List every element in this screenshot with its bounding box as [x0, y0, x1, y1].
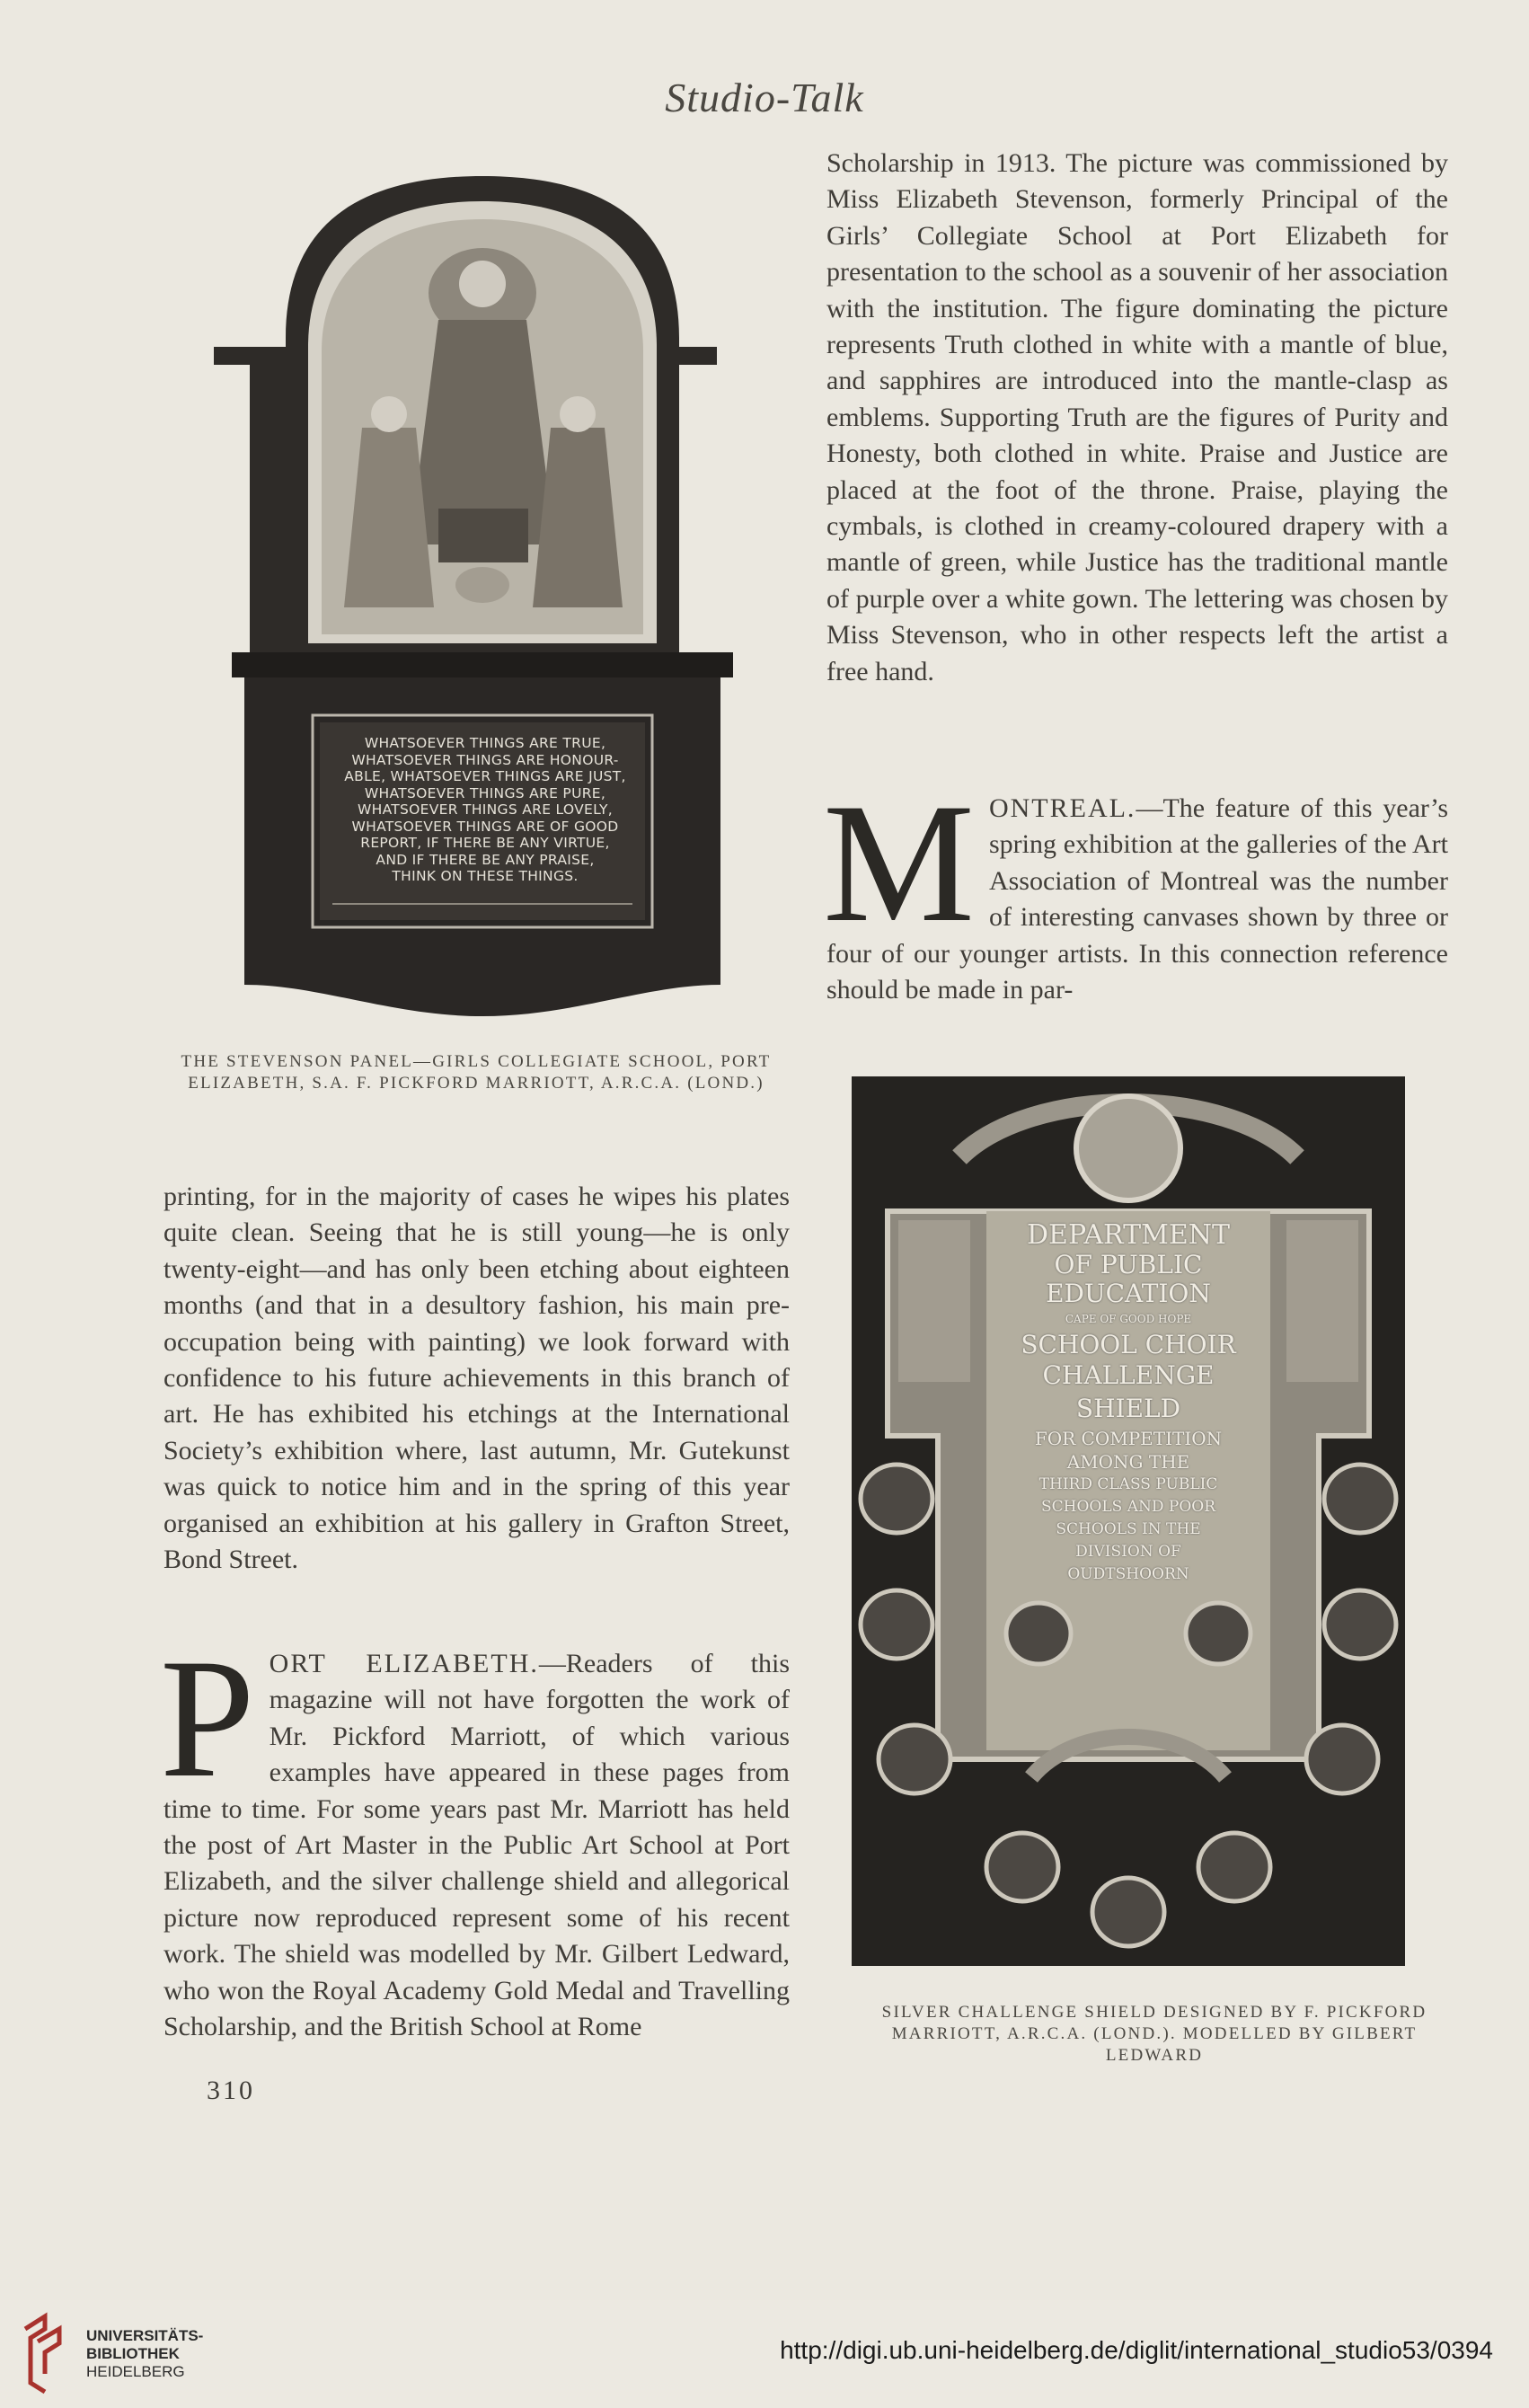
- shield-text-line: AMONG THE: [1066, 1451, 1190, 1473]
- inscription-line: REPORT, IF THERE BE ANY VIRTUE,: [360, 835, 610, 851]
- page-number: 310: [207, 2076, 255, 2105]
- library-logo-text: [86, 2327, 203, 2381]
- stevenson-panel-figure: [178, 158, 787, 1021]
- figure2-caption: SILVER CHALLENGE SHIELD DESIGNED BY F. PICKFORD MARRIOTT, A.R.C.A. (LOND.). MODELLED BY GILBERT LEDWARD: [881, 2003, 1427, 2065]
- inscription-line: WHATSOEVER THINGS ARE LOVELY,: [357, 801, 613, 818]
- section-text: —Readers of this magazine will not have forgotten the work of Mr. Pickford Marriott, of which various examples have appeared in these pages from time to time. For some years past Mr. Marriott has held the post of Art Master in the Public Art School at Port Elizabeth, and the silver challenge shield and allegorical picture now reproduced represent some of his recent work. The shield was modelled by Mr. Gilbert Ledward, who won the Royal Academy Gold Medal and Travelling Scholarship, and the British School at Rome: [164, 1649, 790, 2042]
- running-header: Studio-Talk: [665, 75, 864, 120]
- shield-lettering: [986, 1220, 1270, 1586]
- montreal-section: [823, 769, 1448, 1008]
- inscription-line: WHATSOEVER THINGS ARE HONOUR-: [351, 751, 619, 768]
- paragraph: printing, for in the majority of cases he wipes his plates quite clean. Seeing that he is still young—he is only twenty-eight—and has only been etching about eighteen months (and that in a desultory fashion, his main pre-occupation being with painting) we look forward with confidence to his future achievements in this branch of art. He has exhibited his etchings at the International Society’s exhibition where, last autumn, Mr. Gutekunst was quick to notice him and in the spring of this year organised an exhibition at his gallery in Grafton Street, Bond Street.: [164, 1182, 790, 1575]
- inscription-line: ABLE, WHATSOEVER THINGS ARE JUST,: [344, 768, 626, 784]
- shield-text-line: FOR COMPETITION: [1034, 1428, 1223, 1449]
- drop-cap: P: [160, 1625, 255, 1813]
- logo-line: HEIDELBERG: [86, 2363, 185, 2380]
- panel-inscription: [323, 735, 647, 885]
- inscription-line: WHATSOEVER THINGS ARE TRUE,: [364, 735, 606, 751]
- inscription-line: WHATSOEVER THINGS ARE OF GOOD: [351, 818, 619, 835]
- library-logo-icon: [18, 2311, 72, 2397]
- source-url-link[interactable]: http://digi.ub.uni-heidelberg.de/diglit/international_studio53/0394: [780, 2336, 1493, 2364]
- shield-text-line: CAPE OF GOOD HOPE: [1065, 1313, 1192, 1325]
- shield-text-line: OF PUBLIC: [1054, 1250, 1203, 1279]
- shield-text-line: DEPARTMENT: [1027, 1219, 1230, 1251]
- shield-text-line: SHIELD: [1075, 1394, 1181, 1423]
- figure1-caption: THE STEVENSON PANEL—GIRLS COLLEGIATE SCHOOL, PORT ELIZABETH, S.A. F. PICKFORD MARRIOTT, A.R.C.A. (LOND.): [181, 1052, 772, 1093]
- shield-text-line: SCHOOL CHOIR: [1021, 1330, 1236, 1359]
- inscription-line: THINK ON THESE THINGS.: [392, 868, 579, 884]
- shield-text-line: EDUCATION: [1046, 1279, 1211, 1308]
- logo-line: BIBLIOTHEK: [86, 2345, 180, 2362]
- drop-cap: M: [823, 769, 975, 958]
- inscription-line: WHATSOEVER THINGS ARE PURE,: [364, 784, 606, 801]
- left-column-text: [164, 1179, 790, 1578]
- section-lead: ORT ELIZABETH.: [269, 1649, 539, 1678]
- shield-text-line: CHALLENGE: [1042, 1360, 1215, 1390]
- section-lead: ONTREAL.: [988, 793, 1136, 823]
- shield-text-line: OUDTSHOORN: [1067, 1565, 1189, 1583]
- right-column-text: [826, 146, 1448, 690]
- logo-line: UNIVERSITÄTS-: [86, 2327, 204, 2344]
- inscription-line: AND IF THERE BE ANY PRAISE,: [376, 851, 595, 868]
- shield-text-line: THIRD CLASS PUBLIC: [1038, 1475, 1218, 1493]
- paragraph: Scholarship in 1913. The picture was commissioned by Miss Elizabeth Stevenson, formerly Principal of the Girls’ Collegiate School at Port Elizabeth for presentation to the school as a souvenir of her association with the institution. The figure dominating the picture represents Truth clothed in white with a mantle of blue, and sapphires are introduced into the mantle-clasp as emblems. Supporting Truth are the figures of Purity and Honesty, both clothed in white. Praise and Justice are placed at the foot of the throne. Praise, playing the cymbals, is clothed in creamy-coloured drapery with a mantle of green, while Justice has the traditional mantle of purple over a white gown. The lettering was chosen by Miss Stevenson, who in other respects left the artist a free hand.: [826, 148, 1448, 686]
- section-text: —The feature of this year’s spring exhibition at the galleries of the Art Association of Montreal was the number of interesting canvases shown by three or four of our younger artists. In this connection reference should be made in par-: [826, 793, 1448, 1005]
- shield-text-line: SCHOOLS IN THE: [1056, 1520, 1201, 1538]
- port-elizabeth-section: [160, 1625, 790, 2045]
- shield-text-line: DIVISION OF: [1075, 1543, 1181, 1561]
- shield-text-line: SCHOOLS AND POOR: [1041, 1498, 1215, 1516]
- challenge-shield-figure: [852, 1076, 1405, 1966]
